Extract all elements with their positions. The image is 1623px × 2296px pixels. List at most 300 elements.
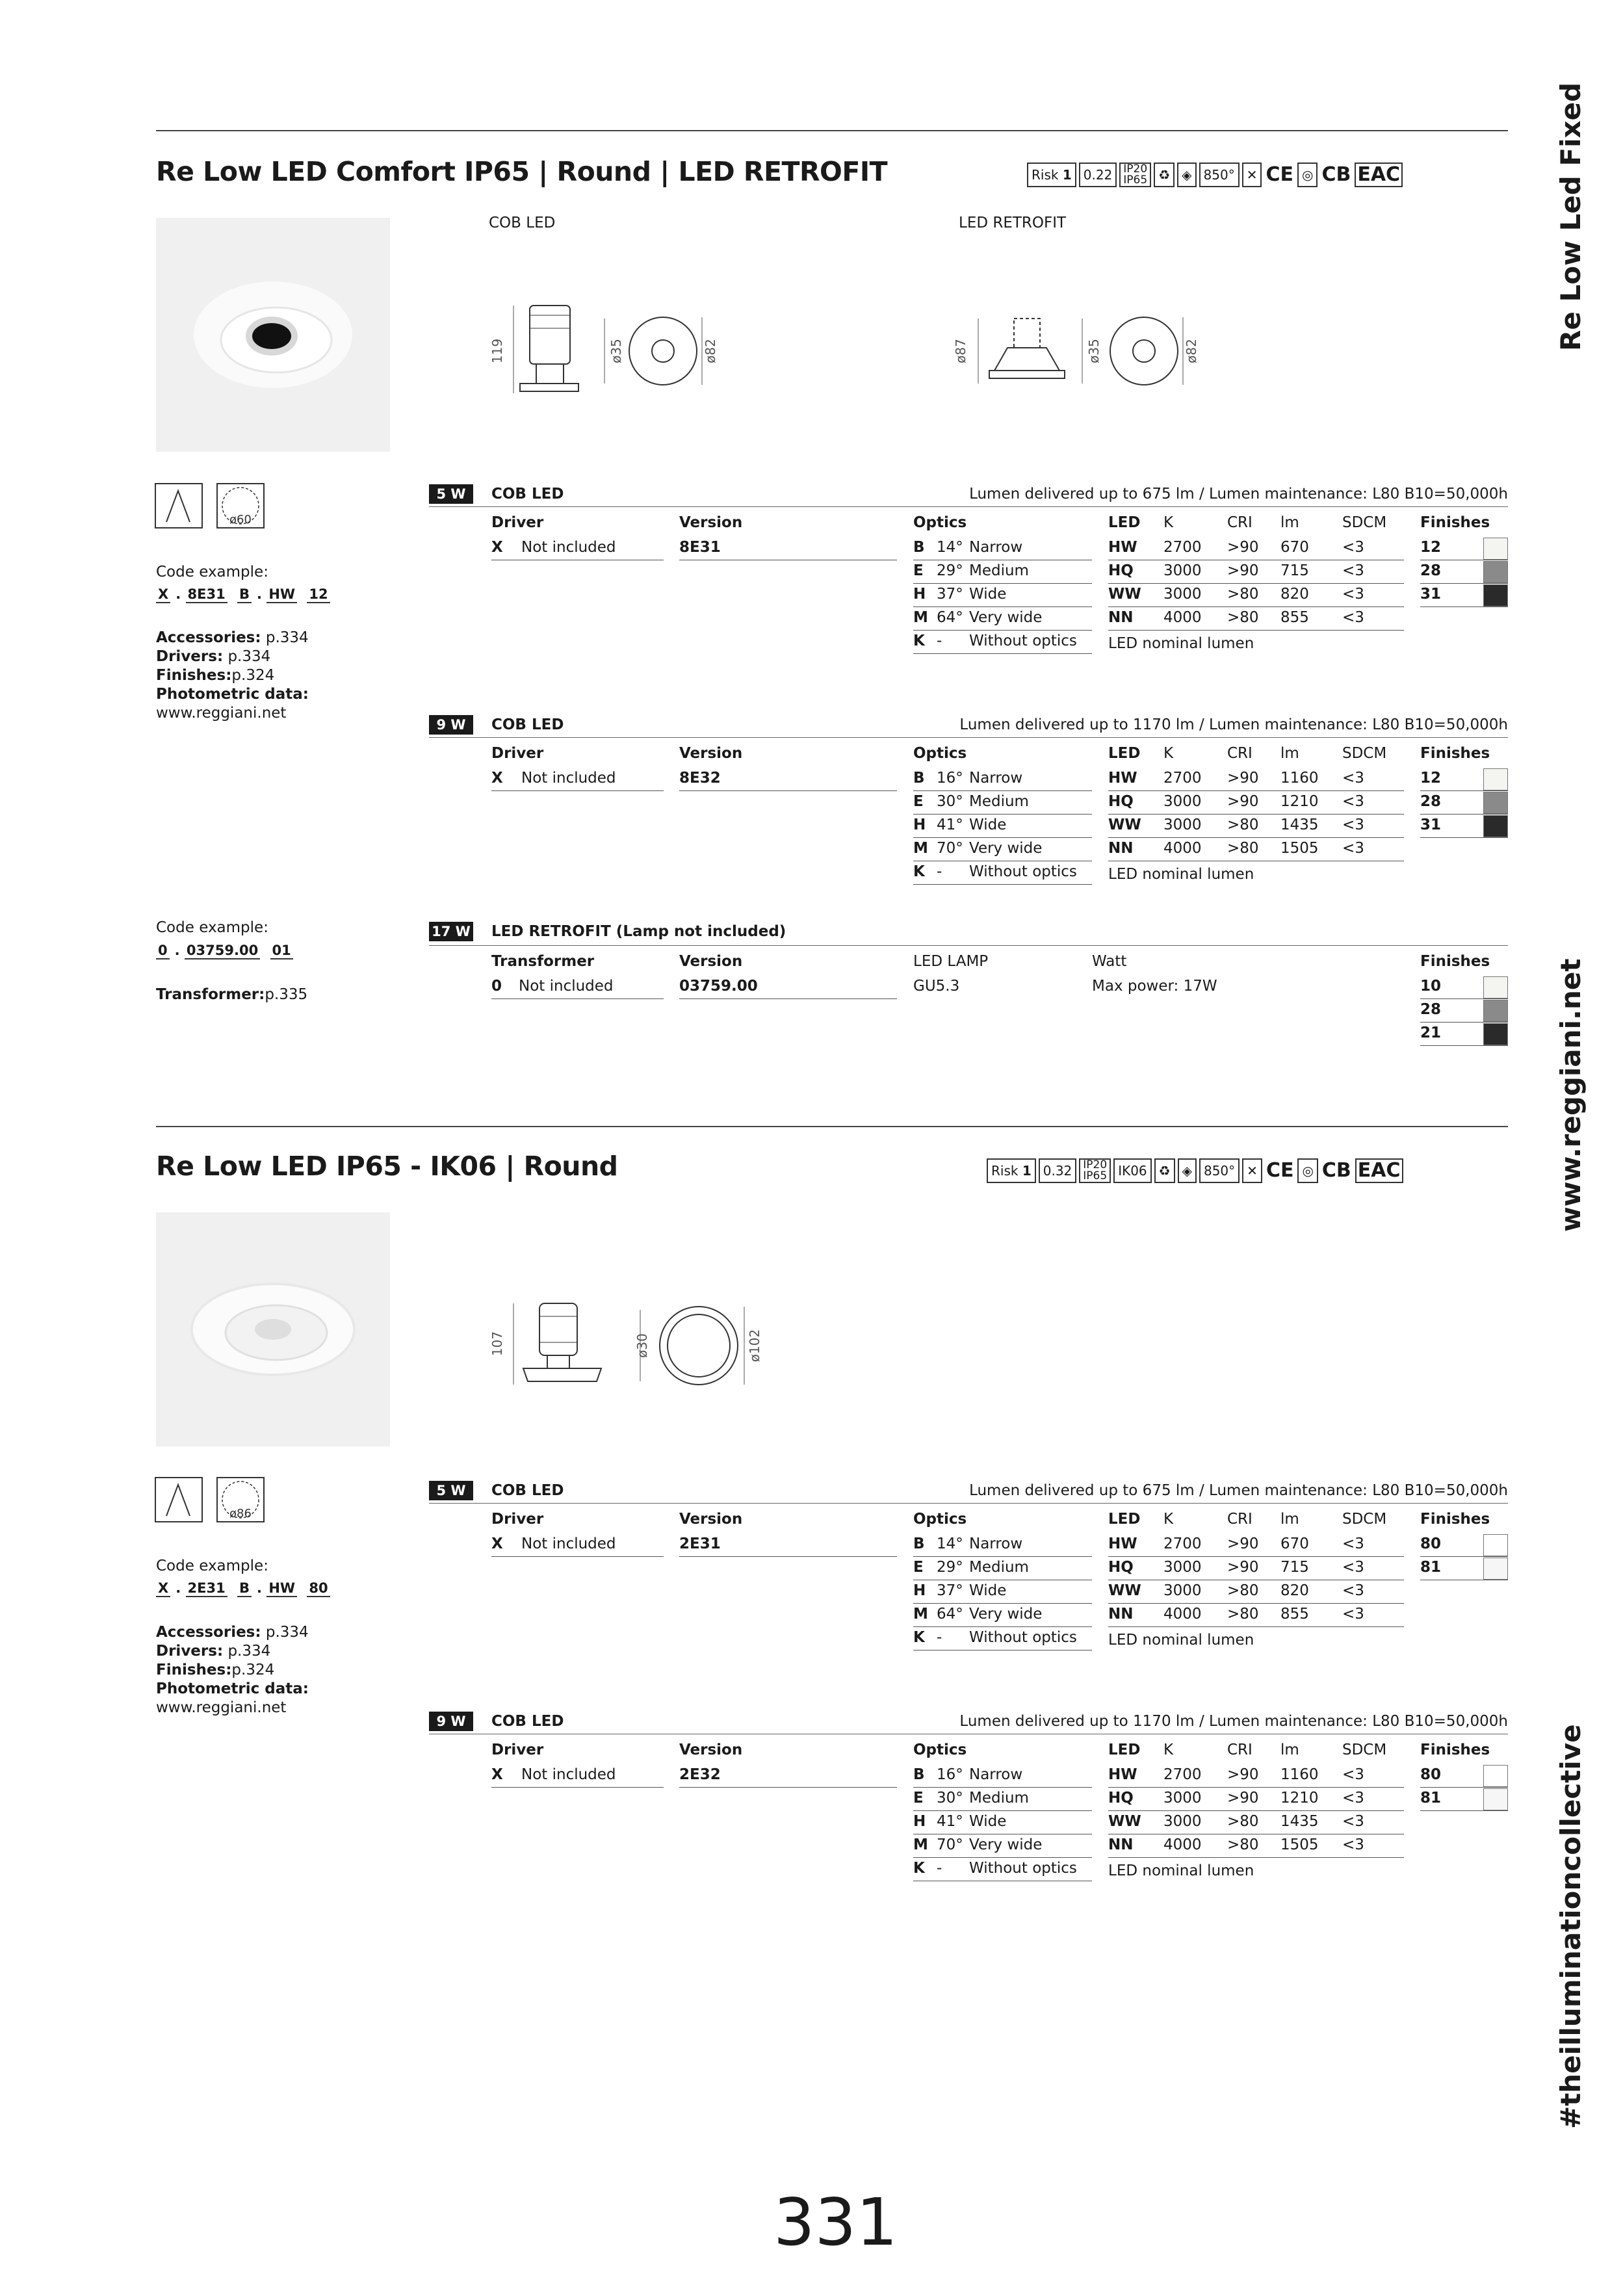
optic-name: Narrow [969, 1535, 1023, 1552]
driver-code: X [491, 1766, 503, 1783]
cutout-size-icon [216, 1477, 268, 1524]
driver-text: Not included [521, 1766, 616, 1783]
finish-swatch [1483, 1788, 1508, 1810]
led-cell: <3 [1342, 793, 1364, 810]
page-number: 331 [773, 2184, 898, 2260]
watt-badge: 5 W [429, 484, 473, 504]
led-cell: 3000 [1163, 1559, 1202, 1576]
driver-header: Driver [491, 1511, 544, 1528]
product2-photo [156, 1212, 390, 1446]
cutout-diameter-label: ø60 [229, 513, 252, 527]
finish-code: 80 [1420, 1535, 1442, 1552]
optic-angle: 16° [937, 770, 963, 787]
led-cell: <3 [1342, 1766, 1364, 1783]
optics-header: Optics [913, 1742, 967, 1758]
led-cell: 1210 [1280, 1790, 1319, 1807]
optic-code: K [913, 1629, 925, 1646]
driver-header: Driver [491, 514, 544, 531]
optic-angle: 41° [937, 816, 963, 833]
led-cell: >80 [1227, 1836, 1259, 1853]
finish-code: 80 [1420, 1766, 1442, 1783]
retrofit-watt-badge: 17 W [429, 922, 473, 941]
k-header: K [1163, 1511, 1174, 1528]
optic-code: H [913, 586, 926, 603]
class-iii-icon: ◈ [1178, 1158, 1197, 1183]
photometric-link[interactable]: www.reggiani.net [156, 705, 287, 722]
cb-mark: CB [1321, 1159, 1351, 1182]
finish-swatch [1483, 768, 1508, 790]
led-cell: 2700 [1163, 1766, 1202, 1783]
no-insulation-icon: ✕ [1242, 163, 1262, 187]
k-header: K [1163, 1742, 1174, 1758]
retrofit-height-dim: ø87 [953, 339, 968, 363]
optic-code: K [913, 633, 925, 649]
retrofit-finishes-header: Finishes [1420, 953, 1490, 970]
optic-angle: 14° [937, 1535, 963, 1552]
lumen-info: Lumen delivered up to 1170 lm / Lumen maintenance: L80 B10=50,000h [959, 1713, 1508, 1730]
finish-swatch [1483, 1023, 1508, 1045]
weight-badge: 0.32 [1039, 1158, 1077, 1183]
finish-code: 21 [1420, 1024, 1442, 1041]
optic-name: Without optics [969, 1860, 1077, 1877]
optic-angle: 64° [937, 1606, 963, 1623]
optic-name: Without optics [969, 863, 1077, 880]
product2-references: Accessories: p.334 Drivers: p.334 Finishes:p.324 Photometric data: www.reggiani.net [156, 1624, 309, 1716]
retrofit-inner-diameter: ø35 [1086, 339, 1102, 363]
section-rule [429, 506, 1508, 507]
led-cell: 4000 [1163, 840, 1202, 857]
led-cell: HW [1108, 1535, 1137, 1552]
cri-header: CRI [1227, 514, 1253, 531]
led-cell: HQ [1108, 562, 1134, 579]
side-label-website: www.reggiani.net [1555, 958, 1587, 1232]
driver-header: Driver [491, 1742, 544, 1758]
led-cell: >90 [1227, 1766, 1259, 1783]
led-cell: 3000 [1163, 1582, 1202, 1599]
transformer-text: Not included [519, 978, 614, 995]
optic-name: Wide [969, 1582, 1007, 1599]
glow-wire-badge: 850° [1199, 163, 1240, 187]
optic-angle: 14° [937, 539, 963, 556]
eac-mark: EAC [1355, 1158, 1403, 1183]
optic-angle: - [937, 863, 942, 880]
optic-angle: - [937, 1860, 942, 1877]
optic-code: E [913, 1790, 924, 1807]
retrofit-code-example: 0 . 03759.00 01 [156, 943, 298, 958]
driver-text: Not included [521, 770, 616, 787]
cob-height-dim: 119 [489, 338, 505, 364]
sdcm-header: SDCM [1342, 1511, 1387, 1528]
led-cell: >80 [1227, 1582, 1259, 1599]
product2-cert-row [987, 1157, 1403, 1184]
led-cell: >90 [1227, 1559, 1259, 1576]
led-cell: HW [1108, 1766, 1137, 1783]
led-cell: 1435 [1280, 1813, 1319, 1830]
cob-diagram-label: COB LED [489, 215, 556, 231]
led-cell: 2700 [1163, 770, 1202, 787]
p2-height-dim: 107 [489, 1331, 505, 1357]
optic-name: Narrow [969, 539, 1023, 556]
watt-badge: 9 W [429, 1712, 473, 1731]
retrofit-version-code: 03759.00 [679, 978, 758, 995]
led-cell: WW [1108, 1813, 1141, 1830]
led-cell: 4000 [1163, 609, 1202, 626]
retrofit-code-example-label: Code example: [156, 919, 268, 936]
finishes-header: Finishes [1420, 1742, 1490, 1758]
led-cell: 3000 [1163, 562, 1202, 579]
optic-name: Narrow [969, 1766, 1023, 1783]
product2-title: Re Low LED IP65 - IK06 | Round [156, 1151, 618, 1182]
led-note: LED nominal lumen [1108, 1632, 1254, 1649]
lm-header: lm [1280, 514, 1299, 531]
transformer-reference: Transformer:p.335 [156, 986, 308, 1003]
led-cell: 3000 [1163, 1813, 1202, 1830]
led-cell: <3 [1342, 1559, 1364, 1576]
led-lamp-header: LED LAMP [913, 953, 989, 970]
optic-name: Wide [969, 586, 1007, 603]
section-title: COB LED [491, 1713, 564, 1730]
optic-code: E [913, 562, 924, 579]
led-cell: >90 [1227, 793, 1259, 810]
cutout-size-icon [216, 483, 268, 530]
led-cell: HQ [1108, 1790, 1134, 1807]
led-cell: <3 [1342, 840, 1364, 857]
finish-swatch [1483, 976, 1508, 998]
led-cell: >90 [1227, 539, 1259, 556]
finish-code: 12 [1420, 539, 1442, 556]
optic-name: Narrow [969, 770, 1023, 787]
sdcm-header: SDCM [1342, 514, 1387, 531]
version-code: 2E32 [679, 1766, 721, 1783]
lm-header: lm [1280, 1511, 1299, 1528]
recessed-install-icon [155, 1477, 205, 1524]
class-iii-icon: ◈ [1177, 163, 1196, 187]
optic-angle: 41° [937, 1813, 963, 1830]
led-cell: <3 [1342, 1535, 1364, 1552]
led-cell: >80 [1227, 609, 1259, 626]
led-cell: <3 [1342, 1582, 1364, 1599]
led-cell: 1435 [1280, 816, 1319, 833]
side-label-product: Re Low Led Fixed [1555, 82, 1587, 351]
optic-angle: 37° [937, 1582, 963, 1599]
lumen-info: Lumen delivered up to 675 lm / Lumen maintenance: L80 B10=50,000h [969, 1482, 1508, 1499]
optic-angle: 16° [937, 1766, 963, 1783]
retrofit-version-header: Version [679, 953, 743, 970]
led-cell: >80 [1227, 816, 1259, 833]
optic-code: E [913, 793, 924, 810]
finishes-header: Finishes [1420, 514, 1490, 531]
version-header: Version [679, 1511, 743, 1528]
risk-badge: Risk 1 [987, 1158, 1036, 1183]
optic-angle: 30° [937, 793, 963, 810]
code-part-optics: B [237, 586, 252, 603]
led-lamp-value: GU5.3 [913, 978, 960, 995]
led-cell: 3000 [1163, 793, 1202, 810]
optic-name: Medium [969, 793, 1029, 810]
cri-header: CRI [1227, 745, 1253, 762]
section-title: COB LED [491, 1482, 564, 1499]
watt-header: Watt [1092, 953, 1127, 970]
code-part-version: 8E31 [186, 586, 227, 603]
optics-header: Optics [913, 514, 967, 531]
code-example: X . 8E31 B . HW 12 [156, 586, 335, 602]
watt-value: Max power: 17W [1092, 978, 1217, 995]
optic-code: B [913, 1766, 925, 1783]
code-example-label: Code example: [156, 1558, 268, 1574]
finish-swatch [1483, 1765, 1508, 1787]
led-cell: <3 [1342, 1790, 1364, 1807]
code-part-driver: X [156, 586, 170, 603]
led-cell: 855 [1280, 609, 1309, 626]
led-cell: 1160 [1280, 1766, 1319, 1783]
optic-name: Very wide [969, 1836, 1043, 1853]
optic-name: Medium [969, 1790, 1029, 1807]
optic-angle: 29° [937, 1559, 963, 1576]
optic-name: Very wide [969, 840, 1043, 857]
cri-header: CRI [1227, 1742, 1253, 1758]
finish-code: 81 [1420, 1559, 1442, 1576]
led-cell: >90 [1227, 1535, 1259, 1552]
sdcm-header: SDCM [1342, 1742, 1387, 1758]
product1-title: Re Low LED Comfort IP65 | Round | LED RETROFIT [156, 156, 888, 187]
photometric-link[interactable]: www.reggiani.net [156, 1699, 287, 1716]
led-header: LED [1108, 1742, 1141, 1758]
retrofit-rule [429, 945, 1508, 946]
cutout-diameter-label: ø86 [229, 1507, 252, 1520]
sdcm-header: SDCM [1342, 745, 1387, 762]
led-cell: <3 [1342, 770, 1364, 787]
driver-code: X [491, 1535, 503, 1552]
cob-outer-diameter: ø82 [703, 339, 718, 363]
led-header: LED [1108, 514, 1141, 531]
ccc-icon: ◎ [1297, 1158, 1318, 1183]
optic-name: Very wide [969, 1606, 1043, 1623]
finish-code: 31 [1420, 586, 1442, 603]
optic-code: M [913, 1836, 928, 1853]
led-note: LED nominal lumen [1108, 635, 1254, 652]
lumen-info: Lumen delivered up to 1170 lm / Lumen maintenance: L80 B10=50,000h [959, 716, 1508, 733]
version-code: 2E31 [679, 1535, 721, 1552]
ccc-icon: ◎ [1297, 163, 1318, 187]
driver-text: Not included [521, 539, 616, 556]
finish-swatch [1483, 561, 1508, 583]
led-cell: <3 [1342, 1813, 1364, 1830]
finish-code: 28 [1420, 562, 1442, 579]
optic-angle: 70° [937, 1836, 963, 1853]
driver-code: X [491, 539, 503, 556]
watt-badge: 5 W [429, 1481, 473, 1500]
optic-name: Medium [969, 562, 1029, 579]
lm-header: lm [1280, 1742, 1299, 1758]
finish-code: 81 [1420, 1790, 1442, 1807]
driver-header: Driver [491, 745, 544, 762]
finish-swatch [1483, 792, 1508, 814]
finish-code: 31 [1420, 816, 1442, 833]
led-cell: 855 [1280, 1606, 1309, 1623]
led-cell: >80 [1227, 586, 1259, 603]
led-cell: 3000 [1163, 586, 1202, 603]
transformer-header: Transformer [491, 953, 595, 970]
led-cell: 2700 [1163, 1535, 1202, 1552]
cob-led-drawing [487, 286, 734, 403]
led-cell: NN [1108, 609, 1134, 626]
ip-badge: IP20 IP65 [1079, 1158, 1111, 1183]
retrofit-drawing [949, 286, 1209, 403]
lm-header: lm [1280, 745, 1299, 762]
k-header: K [1163, 514, 1174, 531]
optic-code: M [913, 840, 928, 857]
optic-name: Very wide [969, 609, 1043, 626]
version-code: 8E31 [679, 539, 721, 556]
optic-code: H [913, 816, 926, 833]
optic-code: H [913, 1813, 926, 1830]
optic-code: M [913, 1606, 928, 1623]
no-insulation-icon: ✕ [1242, 1158, 1262, 1183]
retrofit-diagram-label: LED RETROFIT [959, 215, 1067, 231]
optic-code: B [913, 539, 925, 556]
led-cell: <3 [1342, 539, 1364, 556]
led-cell: NN [1108, 840, 1134, 857]
finish-code: 12 [1420, 770, 1442, 787]
weight-badge: 0.22 [1079, 163, 1117, 187]
led-cell: <3 [1342, 562, 1364, 579]
section-title: COB LED [491, 716, 564, 733]
top-rule [156, 130, 1508, 131]
ip-badge: IP20 IP65 [1119, 163, 1151, 187]
led-cell: 1505 [1280, 840, 1319, 857]
code-example-label: Code example: [156, 564, 268, 581]
optic-name: Wide [969, 816, 1007, 833]
optics-header: Optics [913, 745, 967, 762]
led-cell: 670 [1280, 539, 1309, 556]
led-cell: WW [1108, 586, 1141, 603]
led-cell: HQ [1108, 793, 1134, 810]
optic-angle: - [937, 633, 942, 649]
finish-code: 10 [1420, 978, 1442, 995]
finish-swatch [1483, 538, 1508, 560]
led-cell: NN [1108, 1836, 1134, 1853]
led-cell: >90 [1227, 1790, 1259, 1807]
glow-wire-badge: 850° [1199, 1158, 1240, 1183]
product1-references: Accessories: p.334 Drivers: p.334 Finishes:p.324 Photometric data: www.reggiani.net [156, 629, 309, 722]
optics-header: Optics [913, 1511, 967, 1528]
finish-swatch [1483, 815, 1508, 837]
finish-code: 28 [1420, 1001, 1442, 1018]
retrofit-outer-diameter: ø82 [1184, 339, 1199, 363]
led-cell: NN [1108, 1606, 1134, 1623]
cb-mark: CB [1321, 163, 1351, 186]
led-cell: 3000 [1163, 816, 1202, 833]
product1-photo [156, 218, 390, 452]
retrofit-section-title: LED RETROFIT (Lamp not included) [491, 923, 786, 940]
product2-drawing [487, 1290, 786, 1394]
cri-header: CRI [1227, 1511, 1253, 1528]
optic-name: Wide [969, 1813, 1007, 1830]
optic-angle: 30° [937, 1790, 963, 1807]
led-cell: >90 [1227, 770, 1259, 787]
led-cell: HW [1108, 770, 1137, 787]
led-note: LED nominal lumen [1108, 866, 1254, 883]
p2-outer-diameter: ø102 [747, 1329, 762, 1363]
optic-angle: - [937, 1629, 942, 1646]
led-cell: 4000 [1163, 1836, 1202, 1853]
product2-rule [156, 1126, 1508, 1127]
optic-name: Without optics [969, 1629, 1077, 1646]
side-label-hashtag: #theilluminationcollective [1555, 1724, 1587, 2129]
led-cell: 4000 [1163, 1606, 1202, 1623]
led-cell: 2700 [1163, 539, 1202, 556]
product1-cert-row [1027, 161, 1403, 189]
driver-text: Not included [521, 1535, 616, 1552]
led-cell: <3 [1342, 609, 1364, 626]
optic-angle: 29° [937, 562, 963, 579]
led-cell: <3 [1342, 1836, 1364, 1853]
led-cell: <3 [1342, 586, 1364, 603]
optic-angle: 70° [937, 840, 963, 857]
version-header: Version [679, 514, 743, 531]
code-part-finish: 12 [307, 586, 330, 603]
led-cell: >80 [1227, 1813, 1259, 1830]
finish-swatch [1483, 1534, 1508, 1556]
risk-badge: Risk 1 [1027, 163, 1076, 187]
led-cell: <3 [1342, 816, 1364, 833]
led-cell: 715 [1280, 562, 1309, 579]
led-cell: 1505 [1280, 1836, 1319, 1853]
code-part-led: HW [266, 586, 297, 603]
led-cell: 1210 [1280, 793, 1319, 810]
led-cell: 670 [1280, 1535, 1309, 1552]
version-code: 8E32 [679, 770, 721, 787]
led-cell: 715 [1280, 1559, 1309, 1576]
finish-swatch [1483, 1558, 1508, 1580]
recessed-install-icon [155, 483, 205, 530]
finishes-header: Finishes [1420, 745, 1490, 762]
led-cell: HW [1108, 539, 1137, 556]
led-cell: 820 [1280, 1582, 1309, 1599]
finishes-header: Finishes [1420, 1511, 1490, 1528]
optic-angle: 64° [937, 609, 963, 626]
recycle-icon: ♻ [1154, 1158, 1175, 1183]
driver-code: X [491, 770, 503, 787]
led-cell: HQ [1108, 1559, 1134, 1576]
code-example: X . 2E31 B . HW 80 [156, 1580, 335, 1596]
led-note: LED nominal lumen [1108, 1862, 1254, 1879]
optic-code: K [913, 863, 925, 880]
optic-code: E [913, 1559, 924, 1576]
led-cell: >80 [1227, 1606, 1259, 1623]
section-rule [429, 1503, 1508, 1504]
optic-code: M [913, 609, 928, 626]
led-cell: 1160 [1280, 770, 1319, 787]
version-header: Version [679, 745, 743, 762]
led-header: LED [1108, 1511, 1141, 1528]
optic-code: K [913, 1860, 925, 1877]
k-header: K [1163, 745, 1174, 762]
eac-mark: EAC [1355, 163, 1403, 187]
led-cell: >90 [1227, 562, 1259, 579]
led-cell: <3 [1342, 1606, 1364, 1623]
led-cell: >80 [1227, 840, 1259, 857]
optic-angle: 37° [937, 586, 963, 603]
cob-inner-diameter: ø35 [608, 339, 624, 363]
ce-mark: CE [1266, 163, 1293, 186]
led-cell: WW [1108, 1582, 1141, 1599]
section-rule [429, 737, 1508, 738]
finish-swatch [1483, 1000, 1508, 1022]
ce-mark: CE [1266, 1159, 1294, 1182]
led-cell: 820 [1280, 586, 1309, 603]
finish-swatch [1483, 584, 1508, 607]
